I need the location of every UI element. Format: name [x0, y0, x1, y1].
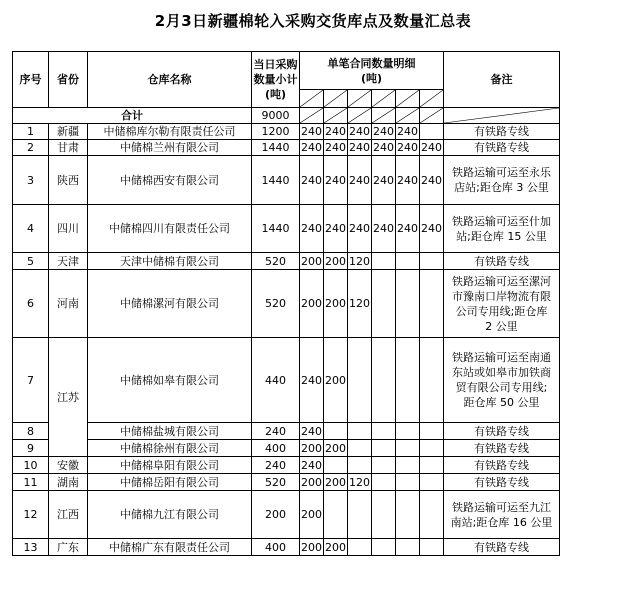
- table-row: [13, 253, 560, 270]
- daily-subtotal-cell: 1440: [252, 140, 300, 156]
- header-daily-subtotal: [252, 52, 300, 108]
- header-detail-line2: (吨): [360, 71, 383, 85]
- contract-amount-cell: [324, 423, 348, 440]
- contract-amount-cell: 240: [301, 125, 322, 138]
- contract-amount-cell: 200: [301, 441, 322, 455]
- table-row: [13, 338, 560, 423]
- daily-subtotal-cell: 520: [252, 270, 300, 338]
- total-label: 合计: [13, 108, 252, 124]
- contract-amount-cell: 200: [325, 254, 346, 268]
- seq-cell: 10: [13, 457, 49, 474]
- seq-cell: 2: [13, 140, 49, 156]
- province-cell: 天津: [49, 253, 88, 270]
- contract-amount-cell: [348, 457, 372, 474]
- daily-subtotal-cell: 240: [252, 423, 300, 440]
- contract-amount-cell: [348, 338, 372, 423]
- contract-amount-cell: 240: [301, 424, 322, 438]
- table-row: [13, 205, 560, 253]
- contract-amount-cell: [372, 253, 396, 270]
- table-row: [13, 156, 560, 205]
- contract-amount-cell: [372, 491, 396, 539]
- warehouse-cell: 中储棉如皋有限公司: [88, 338, 252, 423]
- contract-amount-cell: 240: [396, 156, 420, 205]
- remark-line: 有铁路专线: [474, 141, 529, 154]
- header-detail-diag-4: [372, 90, 396, 108]
- header-detail-diag-5: [396, 90, 420, 108]
- contract-amount-cell: 200: [300, 270, 324, 338]
- remark-line: 有铁路专线: [474, 125, 529, 138]
- remark-line: 东站或如皋市加铁商: [452, 366, 551, 379]
- remark-cell: [444, 205, 560, 253]
- daily-subtotal-cell: 200: [252, 491, 300, 539]
- seq-cell: 8: [13, 423, 49, 440]
- seq-cell: 9: [13, 440, 49, 457]
- warehouse-cell: 中储棉兰州有限公司: [88, 140, 252, 156]
- contract-amount-cell: 240: [348, 205, 372, 253]
- daily-subtotal-cell: 1200: [252, 124, 300, 140]
- contract-amount-cell: 240: [300, 205, 324, 253]
- remark-line: 铁路运输可运至漯河: [452, 274, 551, 288]
- contract-amount-cell: 240: [325, 141, 346, 154]
- table-row: [13, 124, 560, 140]
- total-diag-remark: [444, 108, 560, 124]
- contract-amount-cell: 240: [397, 125, 418, 138]
- contract-amount-cell: 240: [324, 205, 348, 253]
- province-cell: 新疆: [49, 124, 88, 140]
- table-row: [13, 457, 560, 474]
- contract-amount-cell: 240: [325, 125, 346, 138]
- remark-line: 有铁路专线: [474, 254, 529, 268]
- contract-amount-cell: 240: [373, 125, 394, 138]
- contract-amount-cell: [348, 539, 372, 556]
- warehouse-cell: 中储棉四川有限责任公司: [88, 205, 252, 253]
- contract-amount-cell: 200: [325, 540, 346, 554]
- contract-amount-cell: 240: [373, 141, 394, 154]
- warehouse-cell: 中储棉西安有限公司: [88, 156, 252, 205]
- province-cell: 陕西: [49, 156, 88, 205]
- header-province: 省份: [49, 52, 88, 108]
- province-cell: 湖南: [49, 474, 88, 491]
- contract-amount-cell: [420, 124, 444, 140]
- contract-amount-cell: [396, 457, 420, 474]
- table-row: [13, 474, 560, 491]
- remark-cell: [444, 539, 560, 556]
- remark-line: 有铁路专线: [474, 458, 529, 472]
- contract-amount-cell: 120: [349, 475, 370, 489]
- contract-amount-cell: [396, 539, 420, 556]
- contract-amount-cell: [420, 539, 444, 556]
- contract-amount-cell: 200: [325, 441, 346, 455]
- province-cell: 江西: [49, 491, 88, 539]
- total-diag-1: [300, 108, 324, 124]
- contract-amount-cell: 240: [349, 125, 370, 138]
- header-detail-diag-3: [348, 90, 372, 108]
- table-row: [13, 423, 560, 440]
- contract-amount-cell: 200: [301, 254, 322, 268]
- contract-amount-cell: 240: [324, 156, 348, 205]
- contract-amount-cell: [348, 491, 372, 539]
- contract-amount-cell: [396, 253, 420, 270]
- contract-amount-cell: 240: [349, 141, 370, 154]
- remark-line: 店站;距仓库 3 公里: [454, 181, 549, 194]
- province-cell: 广东: [49, 539, 88, 556]
- contract-amount-cell: [372, 474, 396, 491]
- remark-cell: [444, 457, 560, 474]
- remark-line: 南站;距仓库 16 公里: [450, 515, 553, 529]
- daily-subtotal-cell: 240: [252, 457, 300, 474]
- header-detail-diag-2: [324, 90, 348, 108]
- contract-amount-cell: [420, 491, 444, 539]
- remark-line: 市豫南口岸物流有限: [452, 289, 551, 303]
- warehouse-cell: 中储棉盐城有限公司: [88, 423, 252, 440]
- contract-amount-cell: [420, 474, 444, 491]
- remark-cell: [444, 156, 560, 205]
- header-remark: 备注: [444, 52, 560, 108]
- remark-cell: [444, 140, 560, 156]
- contract-amount-cell: [372, 423, 396, 440]
- remark-line: 公司专用线;距仓库: [455, 304, 548, 318]
- warehouse-cell: 中储棉徐州有限公司: [88, 440, 252, 457]
- remark-line: 铁路运输可运至南通: [452, 351, 551, 364]
- header-contract-detail: [300, 52, 444, 90]
- warehouse-cell: 中储棉九江有限公司: [88, 491, 252, 539]
- contract-amount-cell: 240: [397, 141, 418, 154]
- total-diag-4: [372, 108, 396, 124]
- remark-cell: [444, 338, 560, 423]
- contract-amount-cell: 200: [324, 270, 348, 338]
- contract-amount-cell: [420, 270, 444, 338]
- total-diag-6: [420, 108, 444, 124]
- remark-cell: [444, 423, 560, 440]
- seq-cell: 3: [13, 156, 49, 205]
- contract-amount-cell: [420, 457, 444, 474]
- contract-amount-cell: 240: [301, 141, 322, 154]
- remark-cell: [444, 491, 560, 539]
- contract-amount-cell: 240: [420, 156, 444, 205]
- header-daily-line3: (吨): [264, 88, 287, 101]
- header-warehouse: 仓库名称: [88, 52, 252, 108]
- total-diag-3: [348, 108, 372, 124]
- contract-amount-cell: [396, 440, 420, 457]
- header-detail-diag-6: [420, 90, 444, 108]
- remark-cell: [444, 270, 560, 338]
- contract-amount-cell: [420, 423, 444, 440]
- total-row: [13, 108, 560, 124]
- seq-cell: 11: [13, 474, 49, 491]
- remark-cell: [444, 474, 560, 491]
- remark-cell: [444, 124, 560, 140]
- remark-line: 有铁路专线: [474, 540, 529, 554]
- contract-amount-cell: [396, 423, 420, 440]
- header-row-1: [13, 52, 560, 90]
- contract-amount-cell: [324, 491, 348, 539]
- contract-amount-cell: 240: [372, 205, 396, 253]
- contract-amount-cell: [372, 457, 396, 474]
- contract-amount-cell: 200: [300, 491, 324, 539]
- contract-amount-cell: 240: [420, 205, 444, 253]
- daily-subtotal-cell: 520: [252, 253, 300, 270]
- table-row: [13, 140, 560, 156]
- warehouse-cell: 中储棉岳阳有限公司: [88, 474, 252, 491]
- daily-subtotal-cell: 440: [252, 338, 300, 423]
- province-cell: 江苏: [49, 338, 88, 457]
- remark-line: 距仓库 50 公里: [463, 396, 540, 409]
- daily-subtotal-cell: 1440: [252, 205, 300, 253]
- province-cell: 四川: [49, 205, 88, 253]
- remark-cell: [444, 440, 560, 457]
- contract-amount-cell: 200: [324, 338, 348, 423]
- header-detail-line1: 单笔合同数量明细: [327, 56, 416, 70]
- province-cell: 安徽: [49, 457, 88, 474]
- remark-line: 有铁路专线: [474, 475, 529, 489]
- remark-cell: [444, 253, 560, 270]
- contract-amount-cell: 200: [301, 540, 322, 554]
- contract-amount-cell: 240: [421, 141, 442, 154]
- province-cell: 甘肃: [49, 140, 88, 156]
- contract-amount-cell: [372, 338, 396, 423]
- contract-amount-cell: [348, 423, 372, 440]
- seq-cell: 13: [13, 539, 49, 556]
- remark-line: 贸有限公司专用线;: [455, 381, 548, 394]
- header-seq: 序号: [13, 52, 49, 108]
- daily-subtotal-cell: 400: [252, 539, 300, 556]
- contract-amount-cell: [396, 338, 420, 423]
- seq-cell: 5: [13, 253, 49, 270]
- contract-amount-cell: 120: [348, 270, 372, 338]
- daily-subtotal-cell: 400: [252, 440, 300, 457]
- total-diag-5: [396, 108, 420, 124]
- warehouse-cell: 中储棉漯河有限公司: [88, 270, 252, 338]
- seq-cell: 1: [13, 124, 49, 140]
- contract-amount-cell: 200: [325, 475, 346, 489]
- contract-amount-cell: [420, 253, 444, 270]
- total-value: 9000: [252, 108, 300, 124]
- warehouse-cell: 中储棉广东有限责任公司: [88, 539, 252, 556]
- contract-amount-cell: 240: [301, 458, 322, 472]
- contract-amount-cell: [420, 440, 444, 457]
- province-cell: 河南: [49, 270, 88, 338]
- remark-line: 铁路运输可运至九江: [452, 500, 551, 514]
- warehouse-cell: 中储棉库尔勒有限责任公司: [88, 124, 252, 140]
- contract-amount-cell: [396, 474, 420, 491]
- header-detail-diag-1: [300, 90, 324, 108]
- contract-amount-cell: 120: [349, 254, 370, 268]
- header-daily-line1: 当日采购: [253, 58, 298, 71]
- contract-amount-cell: [324, 457, 348, 474]
- contract-amount-cell: [396, 270, 420, 338]
- contract-amount-cell: 240: [348, 156, 372, 205]
- warehouse-cell: 中储棉阜阳有限公司: [88, 457, 252, 474]
- remark-line: 站;距仓库 15 公里: [456, 229, 547, 243]
- remark-line: 铁路运输可运至什加: [452, 214, 551, 228]
- summary-table: [12, 51, 560, 556]
- daily-subtotal-cell: 520: [252, 474, 300, 491]
- contract-amount-cell: 200: [301, 475, 322, 489]
- contract-amount-cell: 240: [372, 156, 396, 205]
- contract-amount-cell: 240: [300, 156, 324, 205]
- warehouse-cell: 天津中储棉有限公司: [88, 253, 252, 270]
- table-row: [13, 440, 560, 457]
- table-row: [13, 539, 560, 556]
- table-row: [13, 270, 560, 338]
- remark-line: 有铁路专线: [474, 441, 529, 455]
- seq-cell: 12: [13, 491, 49, 539]
- daily-subtotal-cell: 1440: [252, 156, 300, 205]
- contract-amount-cell: 240: [300, 338, 324, 423]
- table-row: [13, 491, 560, 539]
- remark-line: 铁路运输可运至永乐: [452, 166, 551, 179]
- seq-cell: 4: [13, 205, 49, 253]
- contract-amount-cell: 240: [396, 205, 420, 253]
- remark-line: 有铁路专线: [474, 424, 529, 438]
- contract-amount-cell: [372, 539, 396, 556]
- contract-amount-cell: [372, 440, 396, 457]
- page-title: 2月3日新疆棉轮入采购交货库点及数量汇总表: [154, 12, 472, 30]
- contract-amount-cell: [372, 270, 396, 338]
- seq-cell: 7: [13, 338, 49, 423]
- remark-line: 2 公里: [485, 319, 518, 333]
- total-diag-2: [324, 108, 348, 124]
- seq-cell: 6: [13, 270, 49, 338]
- contract-amount-cell: [348, 440, 372, 457]
- contract-amount-cell: [420, 338, 444, 423]
- contract-amount-cell: [396, 491, 420, 539]
- header-daily-line2: 数量小计: [253, 73, 298, 86]
